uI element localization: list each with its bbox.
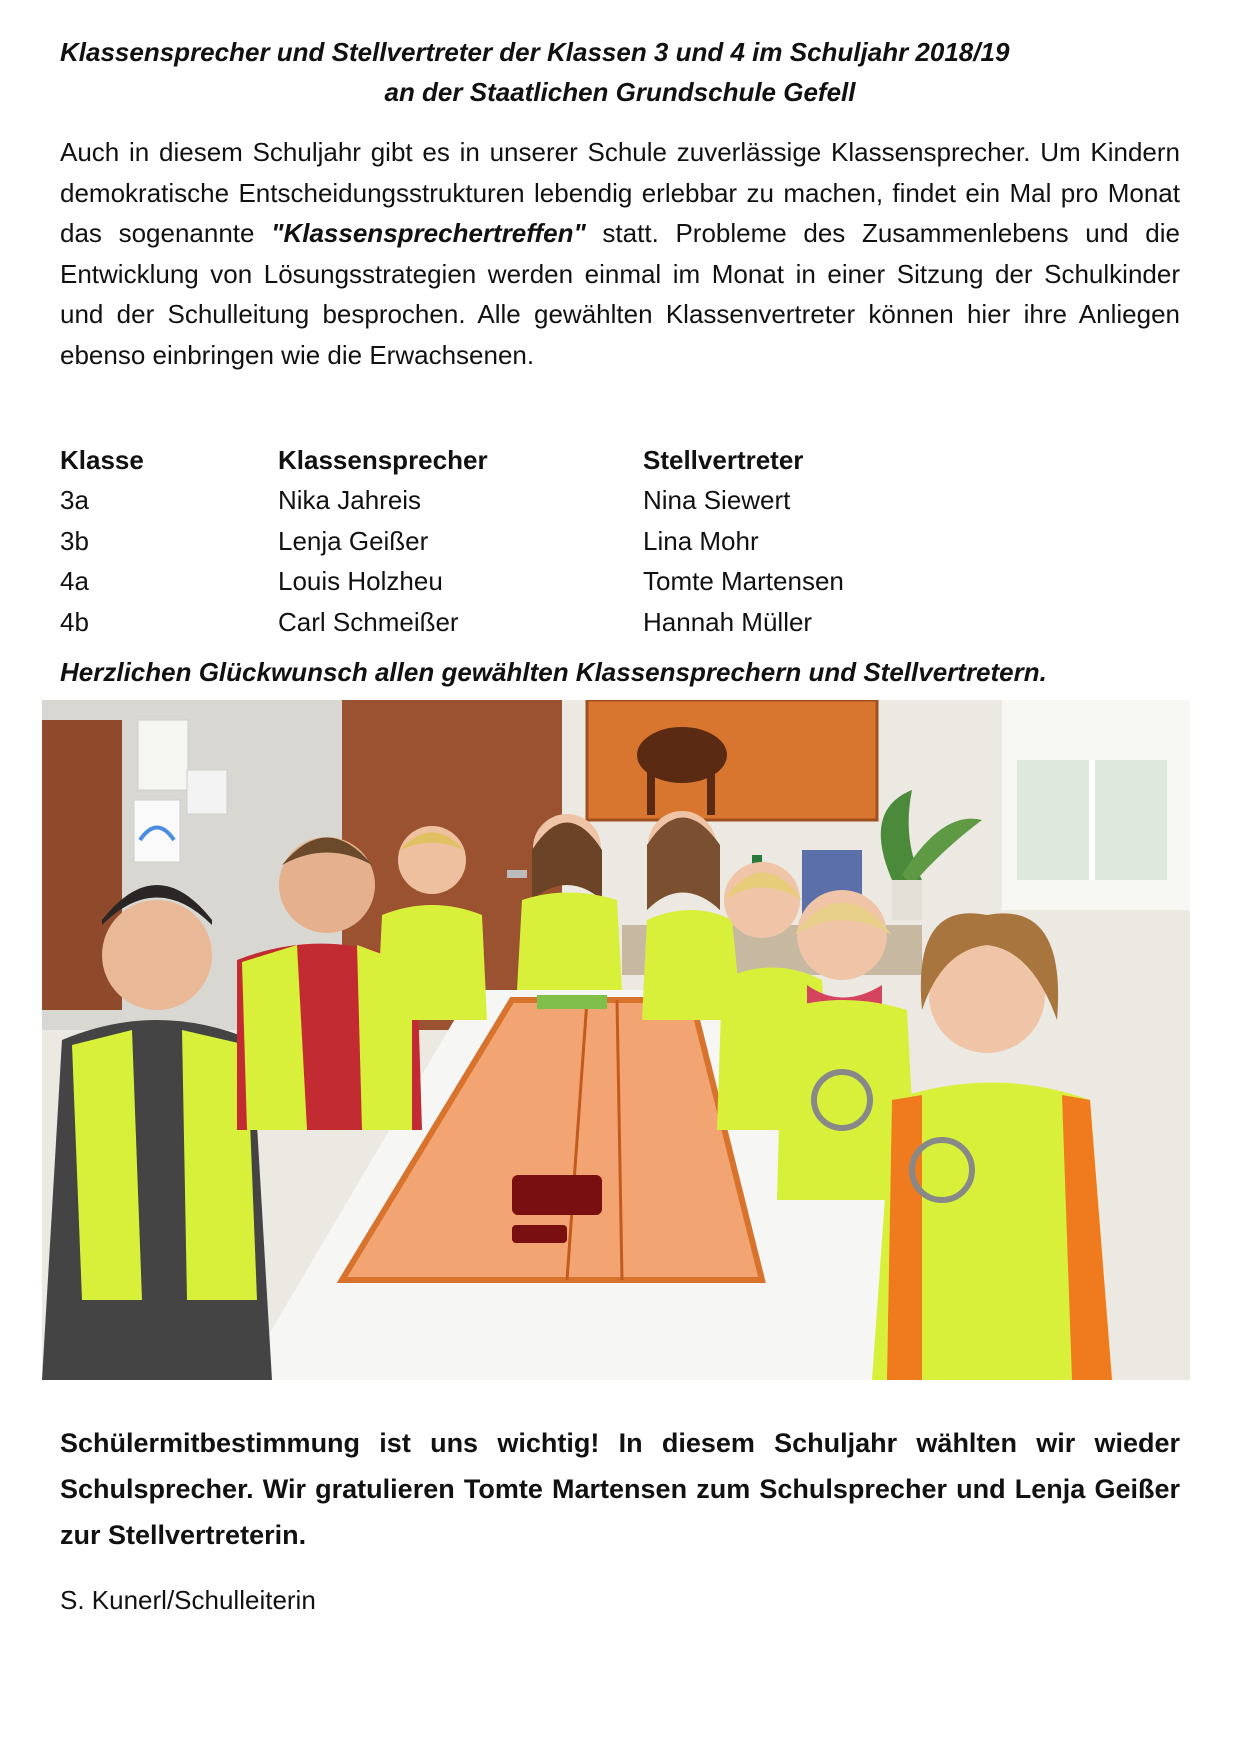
page-title — [60, 32, 1180, 112]
table-row — [60, 602, 1003, 643]
speaker-cell: Louis Holzheu — [278, 566, 443, 597]
class-cell: 4b — [60, 606, 89, 637]
deputy-cell: Hannah Müller — [643, 606, 813, 637]
intro-text-1: Auch in diesem Schuljahr gibt es in unserer Schule zuverlässige Klassensprecher. Um Kindern demokratische Entscheidungsstrukturen lebendig erlebbar zu machen, findet ein Mal pro Monat das sogenannte — [60, 137, 1180, 248]
column-header-class: Klasse — [60, 444, 144, 475]
title-line-1: Klassensprecher und Stellvertreter der Klassen 3 und 4 im Schuljahr 2018/19 — [60, 37, 1010, 67]
class-cell: 3a — [60, 485, 89, 516]
column-header-speaker: Klassensprecher — [278, 444, 488, 475]
title-line-2: an der Staatlichen Grundschule Gefell — [384, 77, 856, 107]
speaker-cell: Lenja Geißer — [278, 525, 429, 556]
congratulations-line: Herzlichen Glückwunsch allen gewählten Klassensprechern und Stellvertretern. — [60, 657, 1047, 687]
group-photo-illustration — [42, 700, 1190, 1380]
table-header-row — [60, 440, 1003, 481]
table-row — [60, 521, 1003, 562]
deputy-cell: Lina Mohr — [643, 525, 759, 556]
speaker-cell: Carl Schmeißer — [278, 606, 459, 637]
closing-paragraph: Schülermitbestimmung ist uns wichtig! In diesem Schuljahr wählten wir wieder Schulsprecher. Wir gratulieren Tomte Martensen zum Schulsprecher und Lenja Geißer zur Stellvertreterin. — [60, 1428, 1180, 1550]
class-cell: 3b — [60, 525, 89, 556]
table-row — [60, 481, 1003, 522]
table-row — [60, 562, 1003, 603]
speaker-cell: Nika Jahreis — [278, 485, 422, 516]
group-photo — [42, 700, 1190, 1380]
class-representatives-table — [60, 440, 1003, 643]
intro-text-2: statt. Probleme des Zusammenlebens und die Entwicklung von Lösungsstrategien werden einmal im Monat in einer Sitzung der Schulkinder und der Schulleitung besprochen. Alle gewählten Klassenvertreter können hier ihre Anliegen ebenso einbringen wie die Erwachsenen. — [60, 218, 1180, 370]
class-cell: 4a — [60, 566, 89, 597]
deputy-cell: Tomte Martensen — [643, 566, 844, 597]
deputy-cell: Nina Siewert — [643, 485, 791, 516]
intro-paragraph — [60, 132, 1180, 375]
column-header-deputy: Stellvertreter — [643, 444, 804, 475]
signature: S. Kunerl/Schulleiterin — [60, 1585, 316, 1615]
intro-emphasis: "Klassensprechertreffen" — [271, 218, 586, 248]
